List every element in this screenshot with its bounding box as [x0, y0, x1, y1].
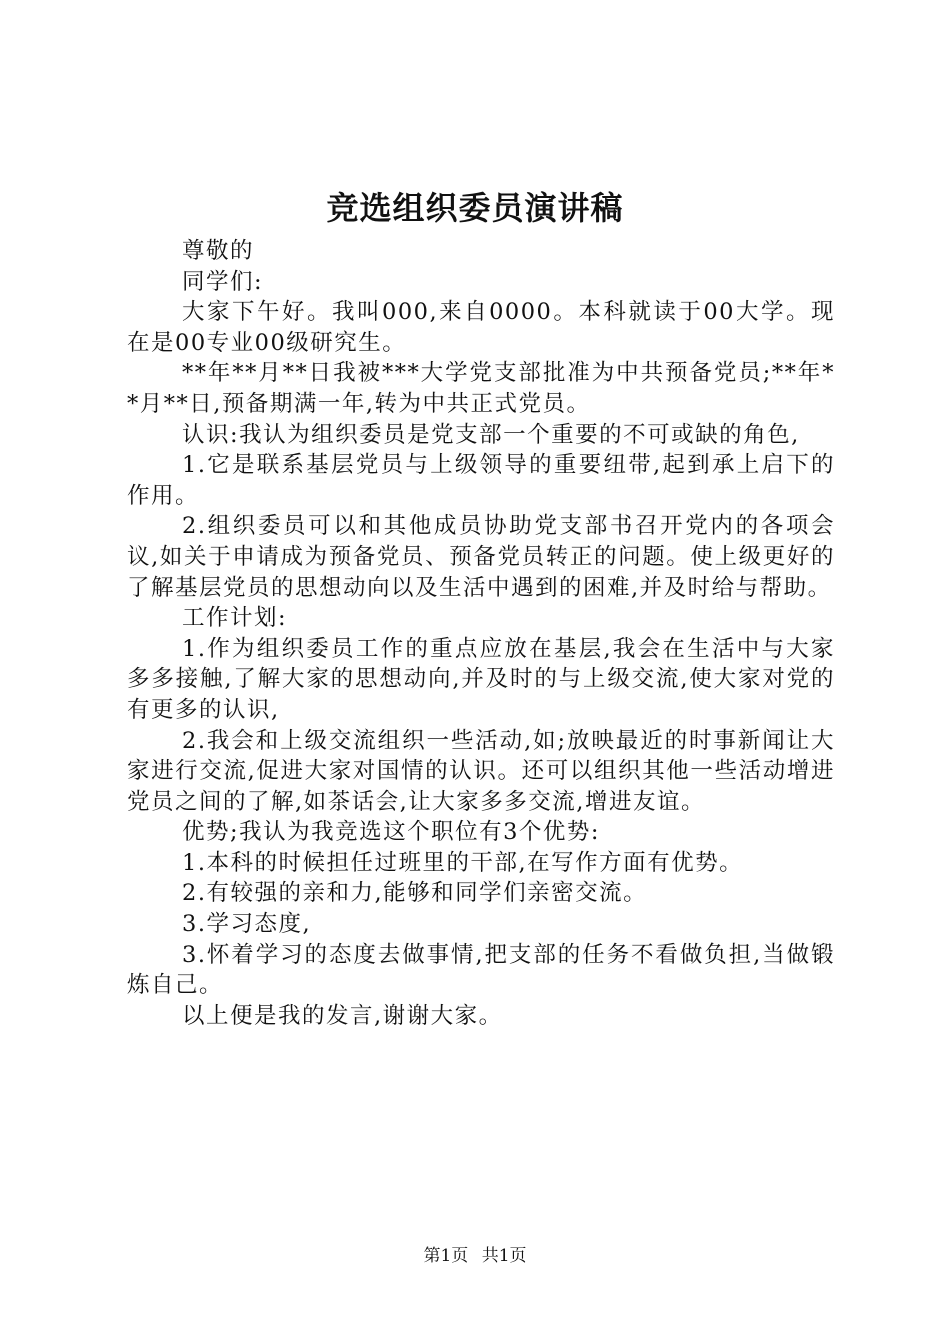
work-plan-heading: 工作计划: [182, 605, 288, 632]
page-number: 第1页 [423, 1246, 469, 1266]
advantages-heading: 优势;我认为我竞选这个职位有3个优势: [182, 819, 600, 846]
work-plan-point-1: 1.作为组织委员工作的重点应放在基层,我会在生活中与大家多多接触,了解大家的思想动向,并及时的与上级交流,使大家对党的有更多的认识, [127, 635, 835, 723]
work-plan-point-2: 2.我会和上级交流组织一些活动,如;放映最近的时事新闻让大家进行交流,促进大家对国情的认识。还可以组织其他一些活动增进党员之间的了解,如茶话会,让大家多多交流,增进友谊。 [127, 727, 835, 815]
understanding-point-1: 1.它是联系基层党员与上级领导的重要纽带,起到承上启下的作用。 [127, 452, 835, 509]
advantage-point-3: 3.学习态度, [182, 911, 312, 938]
understanding-point-2: 2.组织委员可以和其他成员协助党支部书召开党内的各项会议,如关于申请成为预备党员、预备党员转正的问题。使上级更好的了解基层党员的思想动向以及生活中遇到的困难,并及时给与帮助。 [127, 513, 835, 601]
advantage-point-3-detail: 3.怀着学习的态度去做事情,把支部的任务不看做负担,当做锻炼自己。 [127, 941, 835, 999]
understanding-paragraph: 认识:我认为组织委员是党支部一个重要的不可或缺的角色, [182, 421, 800, 448]
intro-paragraph: 大家下午好。我叫000,来自0000。本科就读于00大学。现在是00专业00级研究生。 [127, 299, 835, 356]
party-membership-paragraph: **年**月**日我被***大学党支部批准为中共预备党员;**年**月**日,预备期满一年,转为中共正式党员。 [127, 360, 835, 417]
advantage-point-2: 2.有较强的亲和力,能够和同学们亲密交流。 [182, 880, 648, 907]
advantage-point-1: 1.本科的时候担任过班里的干部,在写作方面有优势。 [182, 849, 744, 876]
salutation-line-2: 同学们: [182, 268, 264, 295]
page-total: 共1页 [481, 1246, 527, 1266]
page-footer [0, 1244, 950, 1268]
document-title: 竞选组织委员演讲稿 [326, 189, 624, 227]
salutation-line-1: 尊敬的 [182, 238, 255, 264]
document-body [127, 236, 835, 1031]
closing-paragraph: 以上便是我的发言,谢谢大家。 [182, 1002, 503, 1029]
